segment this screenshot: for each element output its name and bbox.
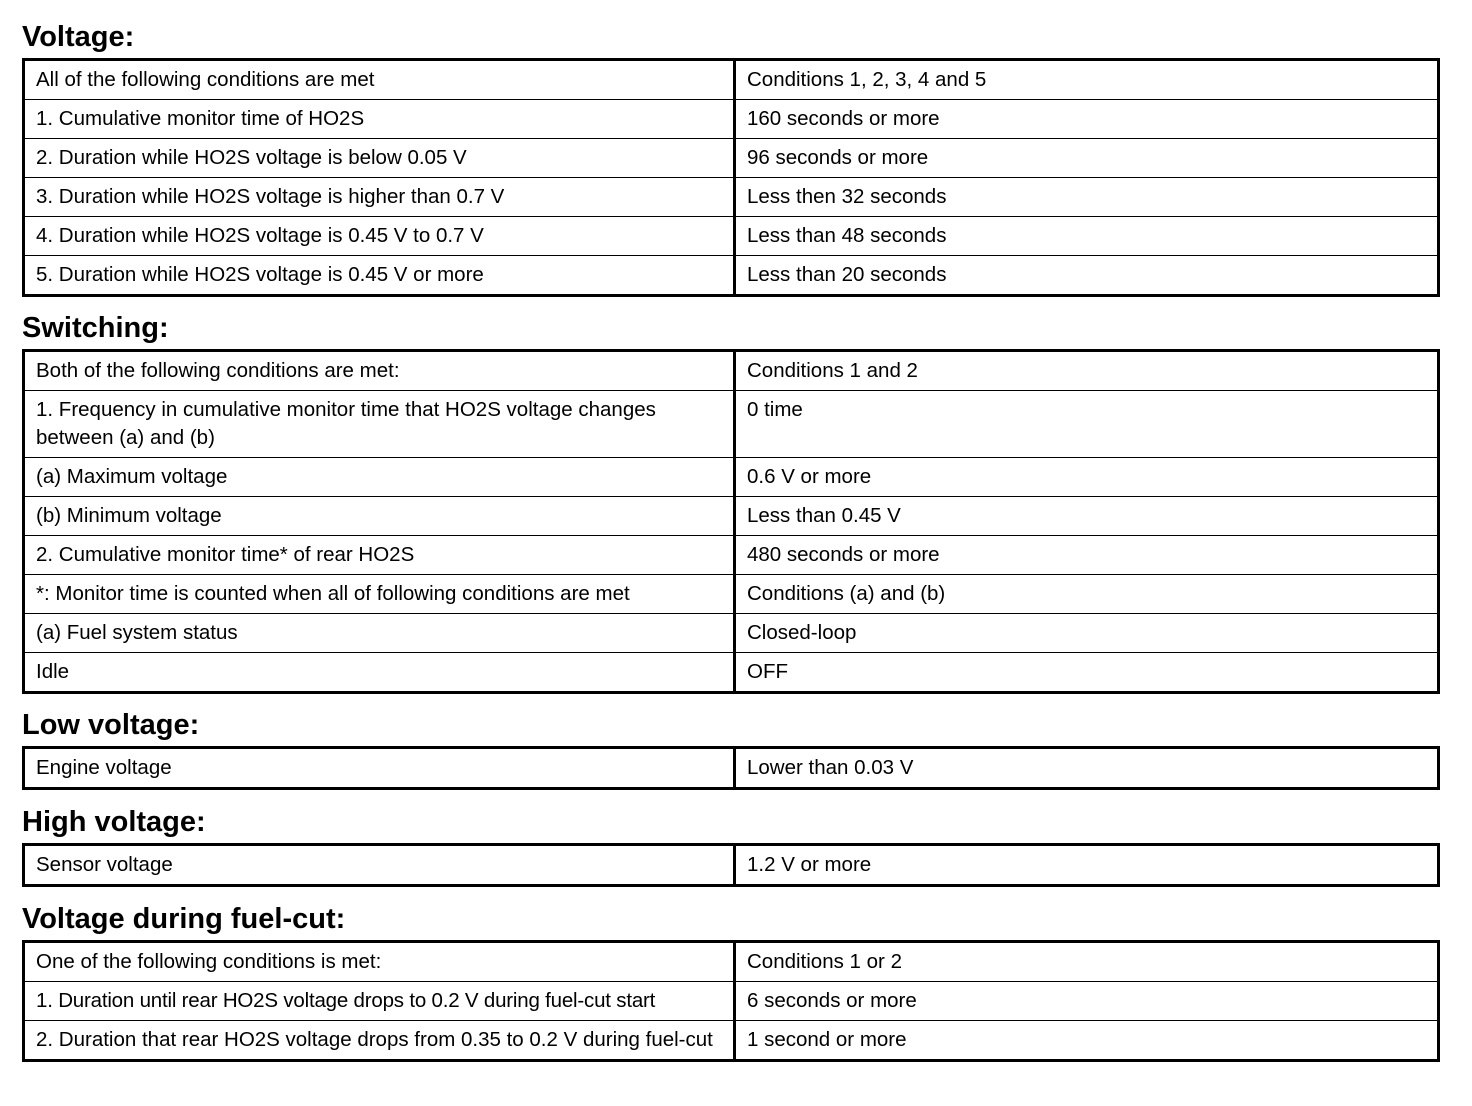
threshold-cell: 480 seconds or more bbox=[735, 536, 1439, 575]
condition-cell: Sensor voltage bbox=[24, 845, 735, 886]
condition-cell: (b) Minimum voltage bbox=[24, 497, 735, 536]
threshold-cell: 1 second or more bbox=[735, 1021, 1439, 1061]
condition-cell: 1. Duration until rear HO2S voltage drops to 0.2 V during fuel-cut start bbox=[24, 982, 735, 1021]
table-row bbox=[24, 653, 1439, 693]
condition-cell: *: Monitor time is counted when all of following conditions are met bbox=[24, 575, 735, 614]
threshold-cell: Lower than 0.03 V bbox=[735, 748, 1439, 789]
conditions-table bbox=[22, 940, 1440, 1062]
table-row bbox=[24, 1021, 1439, 1061]
threshold-cell: 1.2 V or more bbox=[735, 845, 1439, 886]
threshold-cell: Conditions 1 or 2 bbox=[735, 942, 1439, 982]
threshold-cell: 0.6 V or more bbox=[735, 458, 1439, 497]
table-row bbox=[24, 982, 1439, 1021]
table-row bbox=[24, 60, 1439, 100]
condition-cell: One of the following conditions is met: bbox=[24, 942, 735, 982]
condition-cell: 4. Duration while HO2S voltage is 0.45 V to 0.7 V bbox=[24, 217, 735, 256]
conditions-table bbox=[22, 746, 1440, 790]
table-row bbox=[24, 845, 1439, 886]
condition-cell: 3. Duration while HO2S voltage is higher than 0.7 V bbox=[24, 178, 735, 217]
condition-cell: (a) Fuel system status bbox=[24, 614, 735, 653]
section-title: Voltage during fuel-cut: bbox=[22, 903, 346, 935]
threshold-cell: Less then 32 seconds bbox=[735, 178, 1439, 217]
conditions-table bbox=[22, 349, 1440, 694]
threshold-cell: 0 time bbox=[735, 391, 1439, 458]
table-row bbox=[24, 256, 1439, 296]
section-switching bbox=[22, 311, 1440, 694]
table-row bbox=[24, 748, 1439, 789]
threshold-cell: 96 seconds or more bbox=[735, 139, 1439, 178]
table-row bbox=[24, 575, 1439, 614]
section-title: Switching: bbox=[22, 312, 169, 344]
table-row bbox=[24, 458, 1439, 497]
threshold-cell: Less than 0.45 V bbox=[735, 497, 1439, 536]
threshold-cell: Conditions (a) and (b) bbox=[735, 575, 1439, 614]
table-row bbox=[24, 614, 1439, 653]
condition-cell: 2. Cumulative monitor time* of rear HO2S bbox=[24, 536, 735, 575]
condition-cell: Engine voltage bbox=[24, 748, 735, 789]
condition-cell: 2. Duration that rear HO2S voltage drops from 0.35 to 0.2 V during fuel-cut bbox=[24, 1021, 735, 1061]
section-title: High voltage: bbox=[22, 806, 206, 838]
section-high-voltage bbox=[22, 805, 1440, 887]
condition-cell: 1. Frequency in cumulative monitor time that HO2S voltage changes between (a) and (b) bbox=[24, 391, 735, 458]
threshold-cell: Closed-loop bbox=[735, 614, 1439, 653]
threshold-cell: OFF bbox=[735, 653, 1439, 693]
table-row bbox=[24, 217, 1439, 256]
threshold-cell: Less than 48 seconds bbox=[735, 217, 1439, 256]
table-row bbox=[24, 942, 1439, 982]
threshold-cell: Less than 20 seconds bbox=[735, 256, 1439, 296]
condition-cell: 5. Duration while HO2S voltage is 0.45 V or more bbox=[24, 256, 735, 296]
table-row bbox=[24, 497, 1439, 536]
table-row bbox=[24, 100, 1439, 139]
condition-cell: 2. Duration while HO2S voltage is below 0.05 V bbox=[24, 139, 735, 178]
threshold-cell: Conditions 1, 2, 3, 4 and 5 bbox=[735, 60, 1439, 100]
threshold-cell: 6 seconds or more bbox=[735, 982, 1439, 1021]
condition-cell: Idle bbox=[24, 653, 735, 693]
section-title: Voltage: bbox=[22, 21, 135, 53]
table-row bbox=[24, 351, 1439, 391]
table-row bbox=[24, 536, 1439, 575]
threshold-cell: 160 seconds or more bbox=[735, 100, 1439, 139]
table-row bbox=[24, 391, 1439, 458]
condition-cell: 1. Cumulative monitor time of HO2S bbox=[24, 100, 735, 139]
condition-cell: Both of the following conditions are met: bbox=[24, 351, 735, 391]
section-title: Low voltage: bbox=[22, 709, 200, 741]
conditions-table bbox=[22, 58, 1440, 297]
condition-cell: (a) Maximum voltage bbox=[24, 458, 735, 497]
section-voltage-during-fuel-cut bbox=[22, 902, 1440, 1062]
section-voltage bbox=[22, 20, 1440, 297]
table-row bbox=[24, 139, 1439, 178]
section-low-voltage bbox=[22, 708, 1440, 790]
table-row bbox=[24, 178, 1439, 217]
conditions-table bbox=[22, 843, 1440, 887]
threshold-cell: Conditions 1 and 2 bbox=[735, 351, 1439, 391]
condition-cell: All of the following conditions are met bbox=[24, 60, 735, 100]
